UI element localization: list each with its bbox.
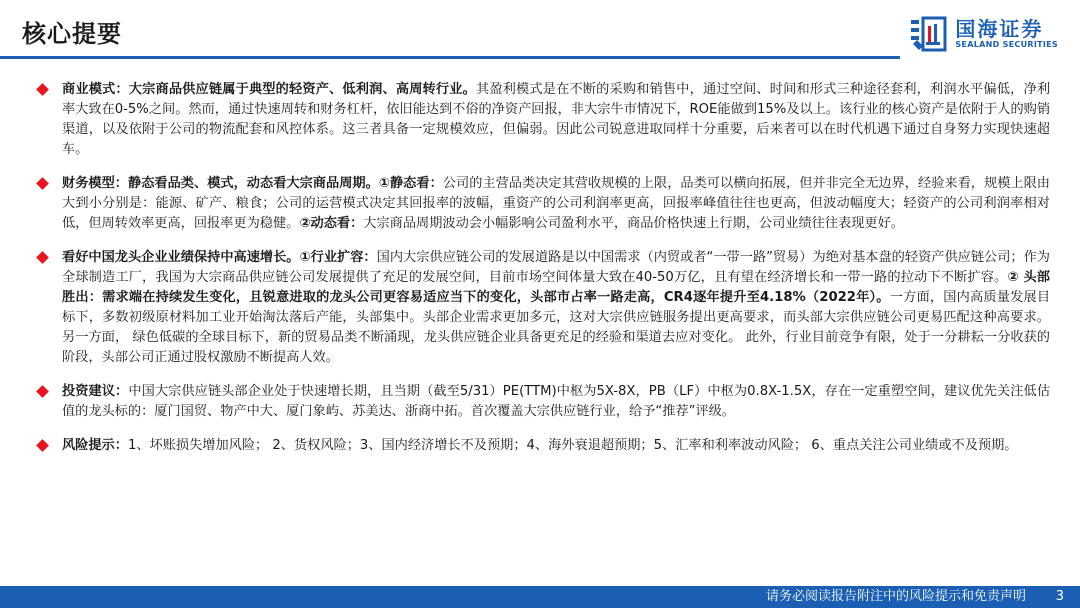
- paragraph-text: 其盈利模式是在不断的采购和销售中，通过空间、时间和形式三种途径套利，利润水平偏低，净利率大致在0-5%之间。然而，通过快速周转和财务杠杆，依旧能达到不俗的净资产回报，非大宗牛市情况下，ROE能做到15%及以上。该行业的核心资产是依附于人的购销渠道，以及依附于公司的物流配套和风控体系。这三者具备一定规模效应，但偏弱。因此公司锐意进取同样十分重要，后来者可以在时代机遇下通过自身努力实现快速超车。: [62, 82, 1051, 157]
- diamond-bullet-icon: [36, 83, 49, 96]
- paragraph-heading: 风险提示：: [62, 438, 128, 453]
- logo-chinese-name: 国海证券: [955, 17, 1044, 41]
- bullet-paragraph-investment-advice: [34, 382, 1050, 422]
- logo-english-name: SEALAND SECURITIES: [955, 40, 1058, 49]
- paragraph-text: 国内大宗供应链公司的发展道路是以中国需求（内贸或者“一带一路”贸易）为绝对基本盘的轻资产供应链公司；作为全球制造工厂，我国为大宗商品供应链公司发展提供了充足的发展空间，目前市场空间体量大致在40-50万亿，且有望在经济增长和一带一路的拉动下不断扩容。: [62, 250, 1050, 285]
- company-logo: [909, 14, 1058, 54]
- bullet-paragraph-business-model: [34, 80, 1050, 160]
- paragraph-subheading: ②动态看：: [299, 216, 364, 231]
- bullet-paragraph-risk-warning: [34, 436, 1050, 456]
- page-title: 核心提要: [22, 20, 122, 48]
- paragraph-heading: 投资建议：: [62, 384, 129, 399]
- diamond-bullet-icon: [36, 251, 49, 264]
- summary-content: [34, 80, 1050, 470]
- diamond-bullet-icon: [36, 439, 49, 452]
- sealand-logo-icon: [909, 14, 949, 54]
- bullet-paragraph-financial-model: [34, 174, 1050, 234]
- paragraph-text: 公司的主营品类决定其营收规模的上限，品类可以横向拓展，但并非完全无边界，经验来看，规模上限由大到小分别是：能源、矿产、粮食；公司的运营模式决定其回报率的波幅，重资产的公司利润率更高，回报率峰值往往也更高，但波动幅度大；轻资产的公司利润率相对低，但周转效率更高，回报率更为稳健。: [62, 176, 1050, 231]
- paragraph-subheading: ② 头部胜出：需求端在持续发生变化，且锐意进取的龙头公司更容易适应当下的变化，头部市占率一路走高，CR4逐年提升至4.18%（2022年）。: [62, 270, 1050, 305]
- paragraph-text: 一方面，国内高质量发展目标下，多数初级原材料加工业开始淘汰落后产能，头部集中。头部企业需求更加多元，这对大宗供应链服务提出更高要求，而头部大宗供应链公司更易匹配这种高要求。另一方面， 绿色低碳的全球目标下，新的贸易品类不断涌现，龙头供应链企业具备更充足的经验和渠道去应对变化。 此外，行业目前竞争有限，处于一分耕耘一分收获的阶段，头部公司正通过股权激励不断提高人效。: [62, 290, 1051, 365]
- paragraph-heading: 看好中国龙头企业业绩保持中高速增长。①行业扩容：: [62, 250, 377, 265]
- bullet-paragraph-growth-outlook: [34, 248, 1050, 368]
- page-number: 3: [1055, 589, 1064, 604]
- footer-bar: [0, 586, 1080, 608]
- paragraph-text: 大宗商品周期波动会小幅影响公司盈利水平，商品价格快速上行期，公司业绩往往表现更好。: [363, 216, 904, 231]
- paragraph-text: 1、坏账损失增加风险； 2、货权风险；3、国内经济增长不及预期；4、海外衰退超预期；5、汇率和利率波动风险； 6、重点关注公司业绩或不及预期。: [127, 438, 1018, 453]
- paragraph-text: 中国大宗供应链头部企业处于快速增长期，且当期（截至5/31）PE(TTM)中枢为5X-8X，PB（LF）中枢为0.8X-1.5X，存在一定重塑空间，建议优先关注低估值的龙头标的：厦门国贸、物产中大、厦门象屿、苏美达、浙商中拓。首次覆盖大宗供应链行业，给予“推荐”评级。: [62, 384, 1051, 419]
- footer-disclaimer: 请务必阅读报告附注中的风险提示和免责声明: [765, 589, 1026, 604]
- title-rule: [0, 56, 900, 59]
- diamond-bullet-icon: [36, 177, 49, 190]
- paragraph-heading: 商业模式：大宗商品供应链属于典型的轻资产、低利润、高周转行业。: [62, 82, 476, 97]
- diamond-bullet-icon: [36, 385, 49, 398]
- paragraph-heading: 财务模型：静态看品类、模式，动态看大宗商品周期。①静态看：: [62, 176, 443, 191]
